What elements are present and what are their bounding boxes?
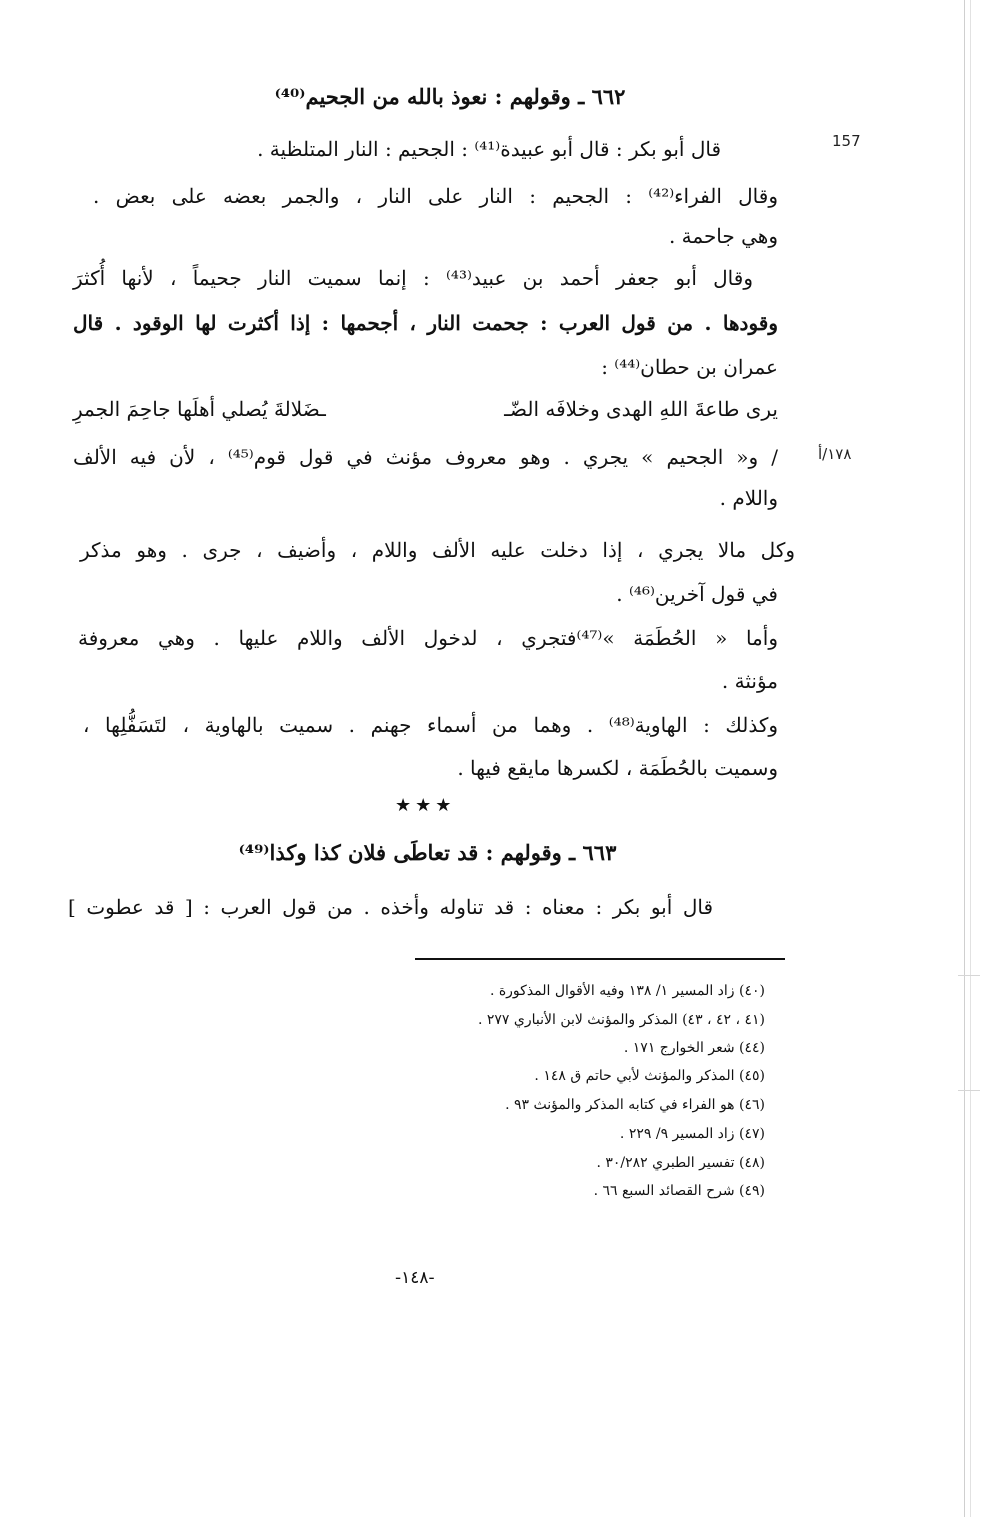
text-line: وكذلك : الهاوية⁽⁴⁸⁾ . وهما من أسماء جهنم . سميت بالهاوية ، لتَسَفُّلِها ،: [83, 713, 778, 737]
text-line: وقال أبو جعفر أحمد بن عبيد⁽⁴³⁾ : إنما سميت النار جحيماً ، لأنها أُكثرَ: [73, 266, 753, 290]
entry-662-heading: ٦٦٢ ـ وقولهم : نعوذ بالله من الجحيم⁽⁴⁰⁾: [274, 84, 626, 109]
footnote: (٤٦) هو الفراء في كتابه المذكر والمؤنث ٩٣ .: [505, 1097, 765, 1113]
text-line: وأما « الحُطَمَة »⁽⁴⁷⁾فتجري ، لدخول الألف واللام عليها . وهي معروفة: [78, 626, 778, 650]
section-separator: ★★★: [395, 795, 456, 816]
text-line: قال أبو بكر : قال أبو عبيدة⁽⁴¹⁾ : الجحيم : النار المتلظية .: [257, 137, 721, 161]
page-number: -١٤٨-: [395, 1268, 435, 1288]
text-line: وقال الفراء⁽⁴²⁾ : الجحيم : النار على النار ، والجمر بعضه على بعض .: [93, 184, 778, 208]
edge-tick: [958, 1090, 980, 1091]
page-edge-line: [964, 0, 965, 1517]
manuscript-page-number: 157: [832, 132, 861, 150]
text-line: مؤنثة .: [721, 669, 778, 693]
page-edge-line-inner: [970, 0, 971, 1517]
text-line: في قول آخرين⁽⁴⁶⁾ .: [616, 582, 778, 606]
footnote: (٤٨) تفسير الطبري ٣٠/٢٨٢ .: [596, 1155, 765, 1171]
text-line: وهي جاحمة .: [668, 224, 778, 248]
verse-first-hemistich: يرى طاعةَ اللهِ الهدى وخلافَه الضّـ: [504, 397, 778, 421]
entry-663-heading: ٦٦٣ ـ وقولهم : قد تعاطَى فلان كذا وكذا⁽⁴⁹⁾: [238, 840, 617, 865]
verse-second-hemistich: ـضَلالةَ يُصلي أهلَها جاحِمَ الجمرِ: [73, 397, 326, 421]
footnote: (٤١ ، ٤٢ ، ٤٣) المذكر والمؤنث لابن الأنباري ٢٧٧ .: [477, 1012, 765, 1028]
footnote: (٤٩) شرح القصائد السبع ٦٦ .: [593, 1183, 765, 1199]
text-line: / و« الجحيم » يجري . وهو معروف مؤنث في قول قوم⁽⁴⁵⁾ ، لأن فيه الألف: [73, 445, 778, 469]
folio-marker: ١٧٨/أ: [818, 445, 852, 463]
footnote: (٤٤) شعر الخوارج ١٧١ .: [623, 1040, 765, 1056]
footnote: (٤٥) المذكر والمؤنث لأبي حاتم ق ١٤٨ .: [534, 1068, 765, 1084]
text-line: وسميت بالحُطَمَة ، لكسرها مايقع فيها .: [457, 756, 778, 780]
text-line: عمران بن حطان⁽⁴⁴⁾ :: [601, 355, 778, 379]
text-line: وكل مالا يجري ، إذا دخلت عليه الألف واللام ، وأضيف ، جرى . وهو مذكر: [80, 538, 795, 562]
footnote: (٤٧) زاد المسير ٩/ ٢٢٩ .: [619, 1126, 765, 1142]
footnote: (٤٠) زاد المسير ١/ ١٣٨ وفيه الأقوال المذكورة .: [489, 983, 765, 999]
edge-tick: [958, 975, 980, 976]
footnote-rule: [415, 958, 785, 960]
text-line: وقودها . من قول العرب : جحمت النار ، أجحمها : إذا أكثرت لها الوقود . قال: [73, 311, 778, 335]
text-line: قال أبو بكر : معناه : قد تناوله وأخذه . من قول العرب : [ قد عطوت ]: [68, 895, 713, 919]
text-line: واللام .: [719, 486, 778, 510]
